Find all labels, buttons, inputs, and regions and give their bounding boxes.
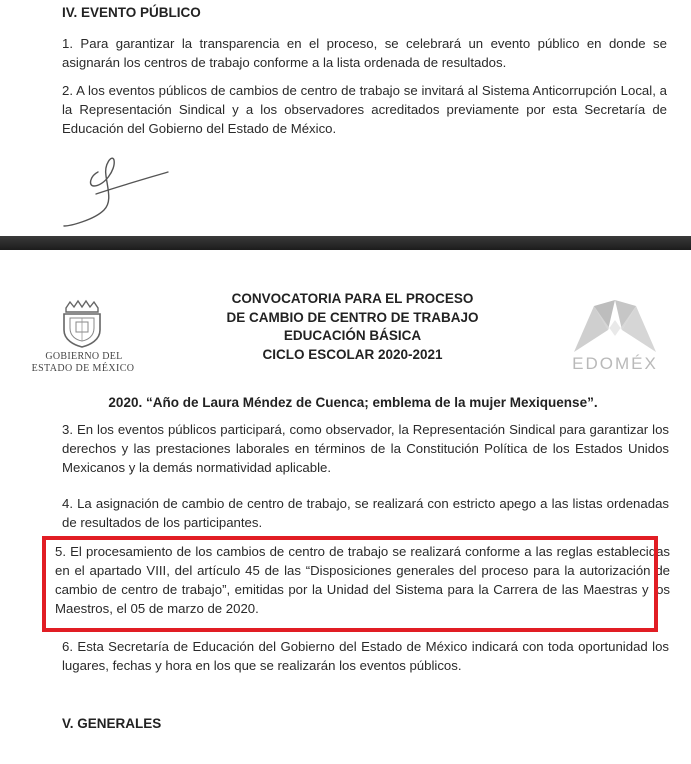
section-iv-heading: IV. EVENTO PÚBLICO bbox=[62, 5, 201, 20]
title-line: CICLO ESCOLAR 2020-2021 bbox=[262, 346, 443, 362]
convocatoria-title bbox=[200, 290, 505, 364]
gobierno-estado-mexico-logo bbox=[31, 298, 135, 380]
paragraph-1: 1. Para garantizar la transparencia en el proceso, se celebrará un evento público en donde se asignarán los centros de trabajo conforme a la lista ordenada de resultados. bbox=[62, 36, 667, 70]
paragraph-2: 2. A los eventos públicos de cambios de centro de trabajo se invitará al Sistema Anticorrupción Local, a la Representación Sindical y a los observadores acreditados previamente por esta Secretaría de Educación del Gobierno del Estado de México. bbox=[62, 83, 667, 136]
edomex-mark-icon bbox=[560, 296, 670, 354]
estado-label: ESTADO DE MÉXICO bbox=[31, 363, 135, 374]
paragraph-3: 3. En los eventos públicos participará, como observador, la Representación Sindical para garantizar los derechos y las prestaciones laborales en términos de la Constitución Política de los Estados Unidos Mexicanos y la demás normatividad aplicable. bbox=[62, 422, 669, 475]
paragraph-5-highlighted: 5. El procesamiento de los cambios de centro de trabajo se realizará conforme a las reglas establecidas en el apartado VIII, del artículo 45 de las “Disposiciones generales del proceso para la autorización de cambio de centro de trabajo”, emitidas por la Unidad del Sistema para la Carrera de las Maestras y los Maestros, el 05 de marzo de 2020. bbox=[55, 544, 670, 616]
paragraph-6: 6. Esta Secretaría de Educación del Gobierno del Estado de México indicará con toda oportunidad los lugares, fechas y hora en los que se realizarán los eventos públicos. bbox=[62, 639, 669, 673]
title-line: DE CAMBIO DE CENTRO DE TRABAJO bbox=[226, 309, 479, 325]
signature-scribble bbox=[60, 150, 180, 230]
coat-of-arms-icon bbox=[56, 298, 108, 348]
title-line: CONVOCATORIA PARA EL PROCESO bbox=[231, 291, 474, 306]
paragraph-4: 4. La asignación de cambio de centro de trabajo, se realizará con estricto apego a las listas ordenadas de resultados de los participantes. bbox=[62, 496, 669, 530]
page-divider bbox=[0, 236, 691, 250]
gobierno-label: GOBIERNO DEL bbox=[45, 351, 123, 362]
red-highlight-box bbox=[42, 536, 658, 632]
section-v-heading: V. GENERALES bbox=[62, 716, 162, 731]
title-line: EDUCACIÓN BÁSICA bbox=[283, 328, 422, 343]
edomex-logo bbox=[560, 296, 670, 376]
edomex-wordmark: EDOMÉX bbox=[572, 354, 658, 373]
year-motto: 2020. “Año de Laura Méndez de Cuenca; emblema de la mujer Mexiquense”. bbox=[108, 395, 598, 410]
